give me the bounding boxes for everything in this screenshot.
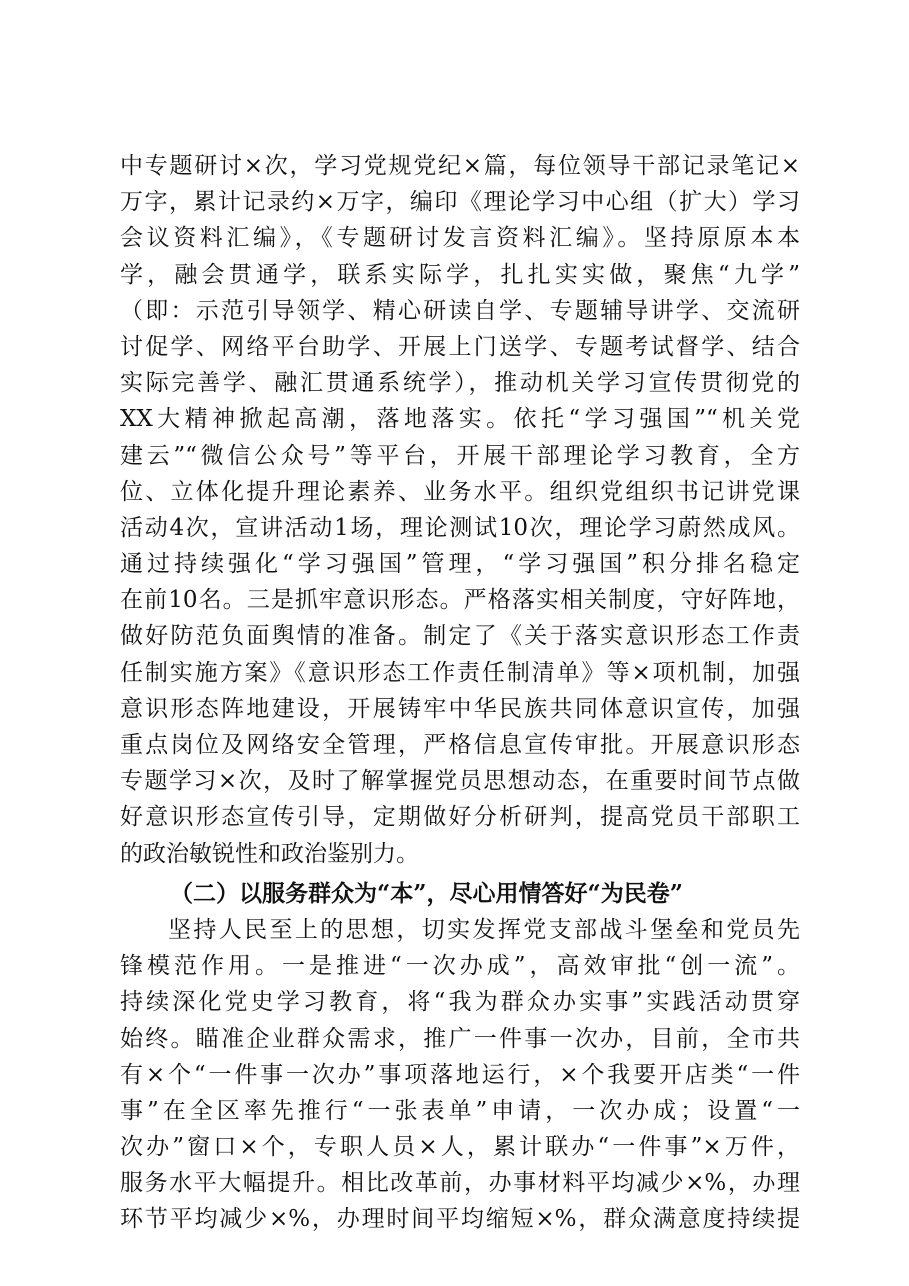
paragraph-line: 会议资料汇编》，《专题研讨发言资料汇编》。坚持原原本本 <box>120 225 800 252</box>
paragraph-line: 事”在全区率先推行“一张表单”申请，一次办成；设置“一 <box>120 1097 800 1124</box>
paragraph-line: 好意识形态宣传引导，定期做好分析研判，提高党员干部职工 <box>120 804 800 831</box>
document-page <box>120 148 800 1238</box>
paragraph-line: 锋模范作用。一是推进“一次办成”，高效审批“创一流”。 <box>120 953 800 980</box>
paragraph-line: 的政治敏锐性和政治鉴别力。 <box>120 840 419 867</box>
paragraph-line: 重点岗位及网络安全管理，严格信息宣传审批。开展意识形态 <box>120 732 800 758</box>
paragraph-line: 位、立体化提升理论素养、业务水平。组织党组织书记讲党课 <box>120 478 800 505</box>
paragraph-line: 持续深化党史学习教育，将“我为群众办实事”实践活动贯穿 <box>120 989 800 1016</box>
paragraph-line: 活动4次，宣讲活动1场，理论测试10次，理论学习蔚然成风。 <box>120 514 800 541</box>
paragraph-line: 万字，累计记录约×万字，编印《理论学习中心组（扩大）学习 <box>120 189 800 216</box>
paragraph-line: 有×个“一件事一次办”事项落地运行，×个我要开店类“一件 <box>120 1061 800 1088</box>
paragraph-line: 始终。瞄准企业群众需求，推广一件事一次办，目前，全市共 <box>120 1025 800 1052</box>
paragraph-1 <box>120 148 800 872</box>
paragraph-line: 通过持续强化“学习强国”管理，“学习强国”积分排名稳定 <box>120 551 800 578</box>
paragraph-line: 在前10名。三是抓牢意识形态。严格落实相关制度，守好阵地， <box>120 587 800 614</box>
paragraph-line: 建云”“微信公众号”等平台，开展干部理论学习教育，全方 <box>120 442 800 469</box>
paragraph-line: 讨促学、网络平台助学、开展上门送学、专题考试督学、结合 <box>120 333 800 360</box>
paragraph-line: 环节平均减少×%，办理时间平均缩短×%，群众满意度持续提 <box>120 1206 800 1233</box>
paragraph-line: 次办”窗口×个，专职人员×人，累计联办“一件事”×万件， <box>120 1134 800 1161</box>
paragraph-line: 专题学习×次，及时了解掌握党员思想动态，在重要时间节点做 <box>120 768 800 795</box>
paragraph-line: 坚持人民至上的思想，切实发挥党支部战斗堡垒和党员先 <box>168 916 800 943</box>
paragraph-line: 意识形态阵地建设，开展铸牢中华民族共同体意识宣传，加强 <box>120 695 800 722</box>
paragraph-line: （即：示范引导领学、精心研读自学、专题辅导讲学、交流研 <box>120 297 800 324</box>
paragraph-line: 中专题研讨×次，学习党规党纪×篇，每位领导干部记录笔记× <box>120 153 800 179</box>
section-heading: （二）以服务群众为“本”，尽心用情答好“为民卷” <box>170 879 683 907</box>
paragraph-line: 学，融会贯通学，联系实际学，扎扎实实做，聚焦“九学” <box>120 261 800 288</box>
paragraph-line: 服务水平大幅提升。相比改革前，办事材料平均减少×%，办理 <box>120 1170 800 1197</box>
paragraph-line: 实际完善学、融汇贯通系统学），推动机关学习宣传贯彻党的 <box>120 370 800 397</box>
paragraph-line: 做好防范负面舆情的准备。制定了《关于落实意识形态工作责 <box>120 623 800 650</box>
paragraph-line: XX大精神掀起高潮，落地落实。依托“学习强国”“机关党 <box>120 406 800 433</box>
paragraph-line: 任制实施方案》《意识形态工作责任制清单》等×项机制，加强 <box>120 659 800 686</box>
paragraph-2 <box>120 912 800 1238</box>
